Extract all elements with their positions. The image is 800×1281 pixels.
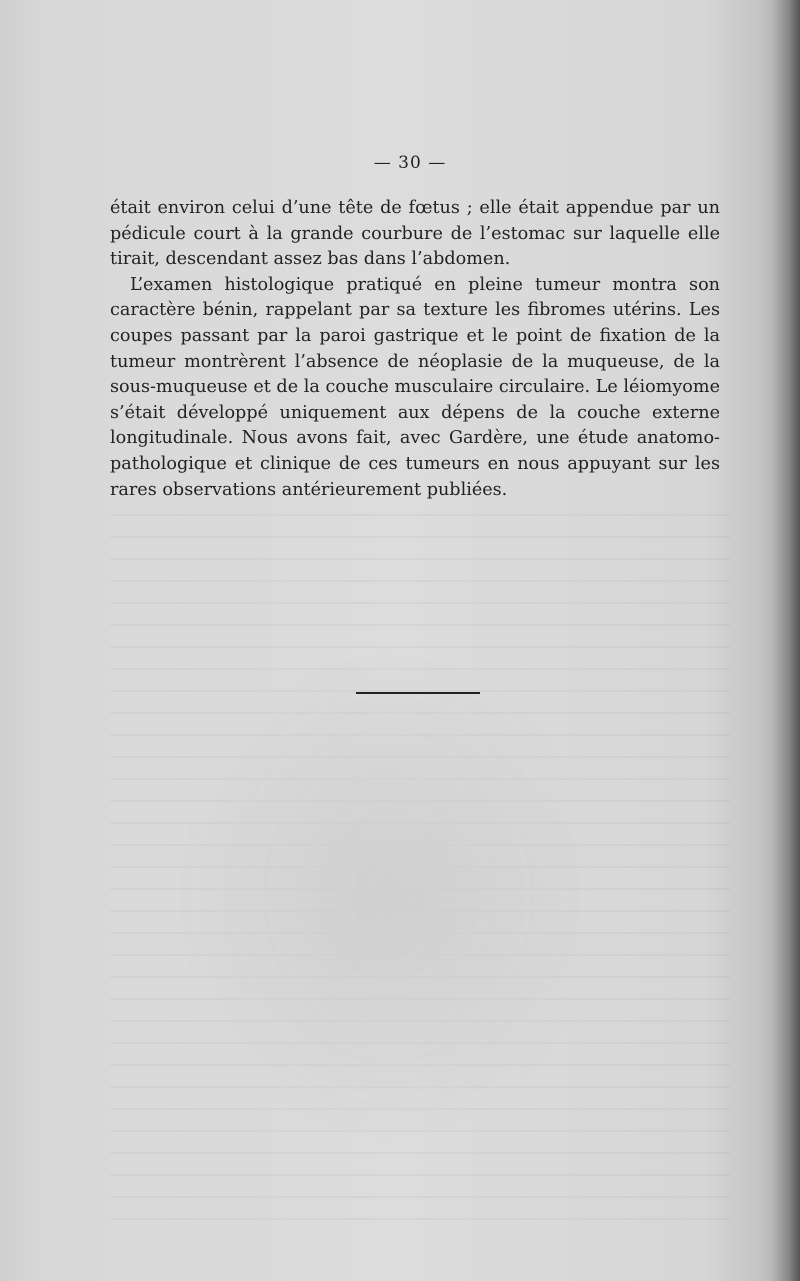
show-through-background (110, 500, 730, 1220)
binding-shadow (772, 0, 800, 1281)
paragraph-1: était environ celui d’une tête de fœtus ; elle était appendue par un pédicule court à la grande courbure de l’estomac sur laquelle elle tirait, descendant assez bas dans l’abdomen. (110, 198, 720, 270)
paragraph-2: L’examen histologique pratiqué en pleine tumeur montra son caractère bénin, rappelant par sa texture les fibromes utérins. Les coupes passant par la paroi gastrique et le point de fixation de la tumeur montrèrent l’absence de néoplasie de la muqueuse, de la sous-muqueuse et de la couche musculaire circulaire. Le léiomyome s’était développé uniquement aux dépens de la couche externe longitudinale. Nous avons fait, avec Gardère, une étude anatomo-pathologique et clinique de ces tumeurs en nous appuyant sur les rares observations antérieurement publiées. (110, 274, 720, 500)
page-number: — 30 — (373, 153, 447, 173)
body-text (110, 196, 720, 503)
section-rule (356, 692, 480, 694)
